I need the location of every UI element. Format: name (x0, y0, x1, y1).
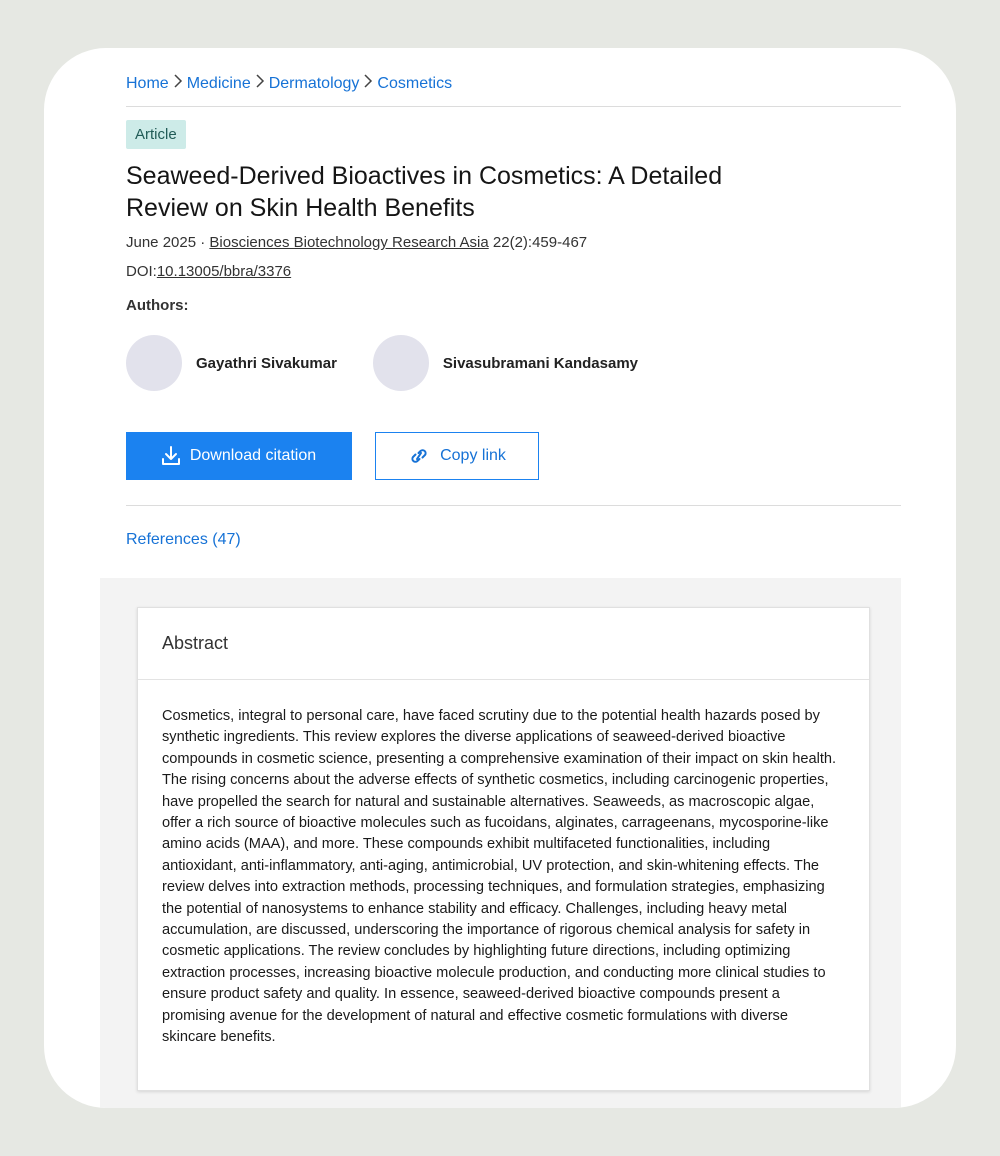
breadcrumb-home[interactable]: Home (126, 74, 169, 92)
author-item[interactable] (373, 335, 638, 391)
author-name[interactable]: Gayathri Sivakumar (196, 354, 337, 372)
action-buttons (126, 432, 901, 480)
abstract-heading: Abstract (138, 608, 869, 680)
breadcrumb-medicine[interactable]: Medicine (186, 74, 251, 92)
download-icon (162, 446, 180, 466)
chevron-right-icon (173, 74, 183, 93)
article-title: Seaweed-Derived Bioactives in Cosmetics: A Detailed Review on Skin Health Benefits (126, 162, 723, 222)
abstract-text: Cosmetics, integral to personal care, have faced scrutiny due to the potential health hazards posed by synthetic ingredients. This review explores the diverse applications of seaweed-derived bioactive compounds in cosmetic science, presenting a comprehensive examination of their impact on skin health. The rising concerns about the adverse effects of synthetic cosmetics, including carcinogenic properties, have propelled the search for natural and sustainable alternatives. Seaweeds, as macroscopic algae, offer a rich source of bioactive molecules such as fucoidans, alginates, carrageenans, mycosporine-like amino acids (MAA), and more. These compounds exhibit multifaceted functionalities, including antioxidant, anti-inflammatory, anti-aging, antimicrobial, UV protection, and skin-whitening effects. The review delves into extraction methods, processing techniques, and formulation strategies, emphasizing the potential of nanosystems to enhance stability and efficacy. Challenges, including heavy metal accumulation, are discussed, underscoring the importance of rigorous chemical analysis for safety in cosmetic applications. The review concludes by highlighting future directions, including optimizing extraction processes, increasing bioactive molecule production, and conducting more clinical studies to ensure product safety and quality. In essence, seaweed-derived bioactive compounds present a promising avenue for the development of natural and effective cosmetic formulations with diverse skincare benefits. (162, 708, 837, 1046)
chevron-right-icon (363, 74, 373, 93)
article-type-badge: Article (126, 120, 186, 149)
doi-label: DOI: (126, 263, 157, 280)
chevron-right-icon (255, 74, 265, 93)
authors-list (126, 335, 901, 391)
avatar[interactable] (126, 335, 182, 391)
divider (126, 106, 901, 107)
publication-meta (126, 234, 901, 251)
abstract-panel (137, 607, 870, 1091)
download-citation-button[interactable] (126, 432, 352, 480)
authors-label: Authors: (126, 297, 189, 314)
author-name[interactable]: Sivasubramani Kandasamy (442, 354, 638, 372)
doi-link[interactable]: 10.13005/bbra/3376 (156, 263, 292, 280)
avatar[interactable] (373, 335, 429, 391)
author-item[interactable] (126, 335, 337, 391)
copy-link-label: Copy link (440, 447, 506, 464)
divider (126, 505, 901, 506)
article-card (44, 48, 956, 1108)
journal-link[interactable]: Biosciences Biotechnology Research Asia (209, 234, 489, 251)
copy-link-button[interactable] (375, 432, 539, 480)
citation-details: 22(2):459-467 (492, 234, 588, 251)
link-icon (408, 448, 430, 464)
breadcrumb-cosmetics[interactable]: Cosmetics (377, 74, 453, 92)
breadcrumb-dermatology[interactable]: Dermatology (268, 74, 360, 92)
download-citation-label: Download citation (189, 447, 317, 464)
publication-date: June 2025 · (126, 234, 206, 251)
doi-line (126, 263, 901, 280)
references-tab[interactable]: References (47) (126, 531, 241, 548)
breadcrumb (126, 74, 901, 93)
